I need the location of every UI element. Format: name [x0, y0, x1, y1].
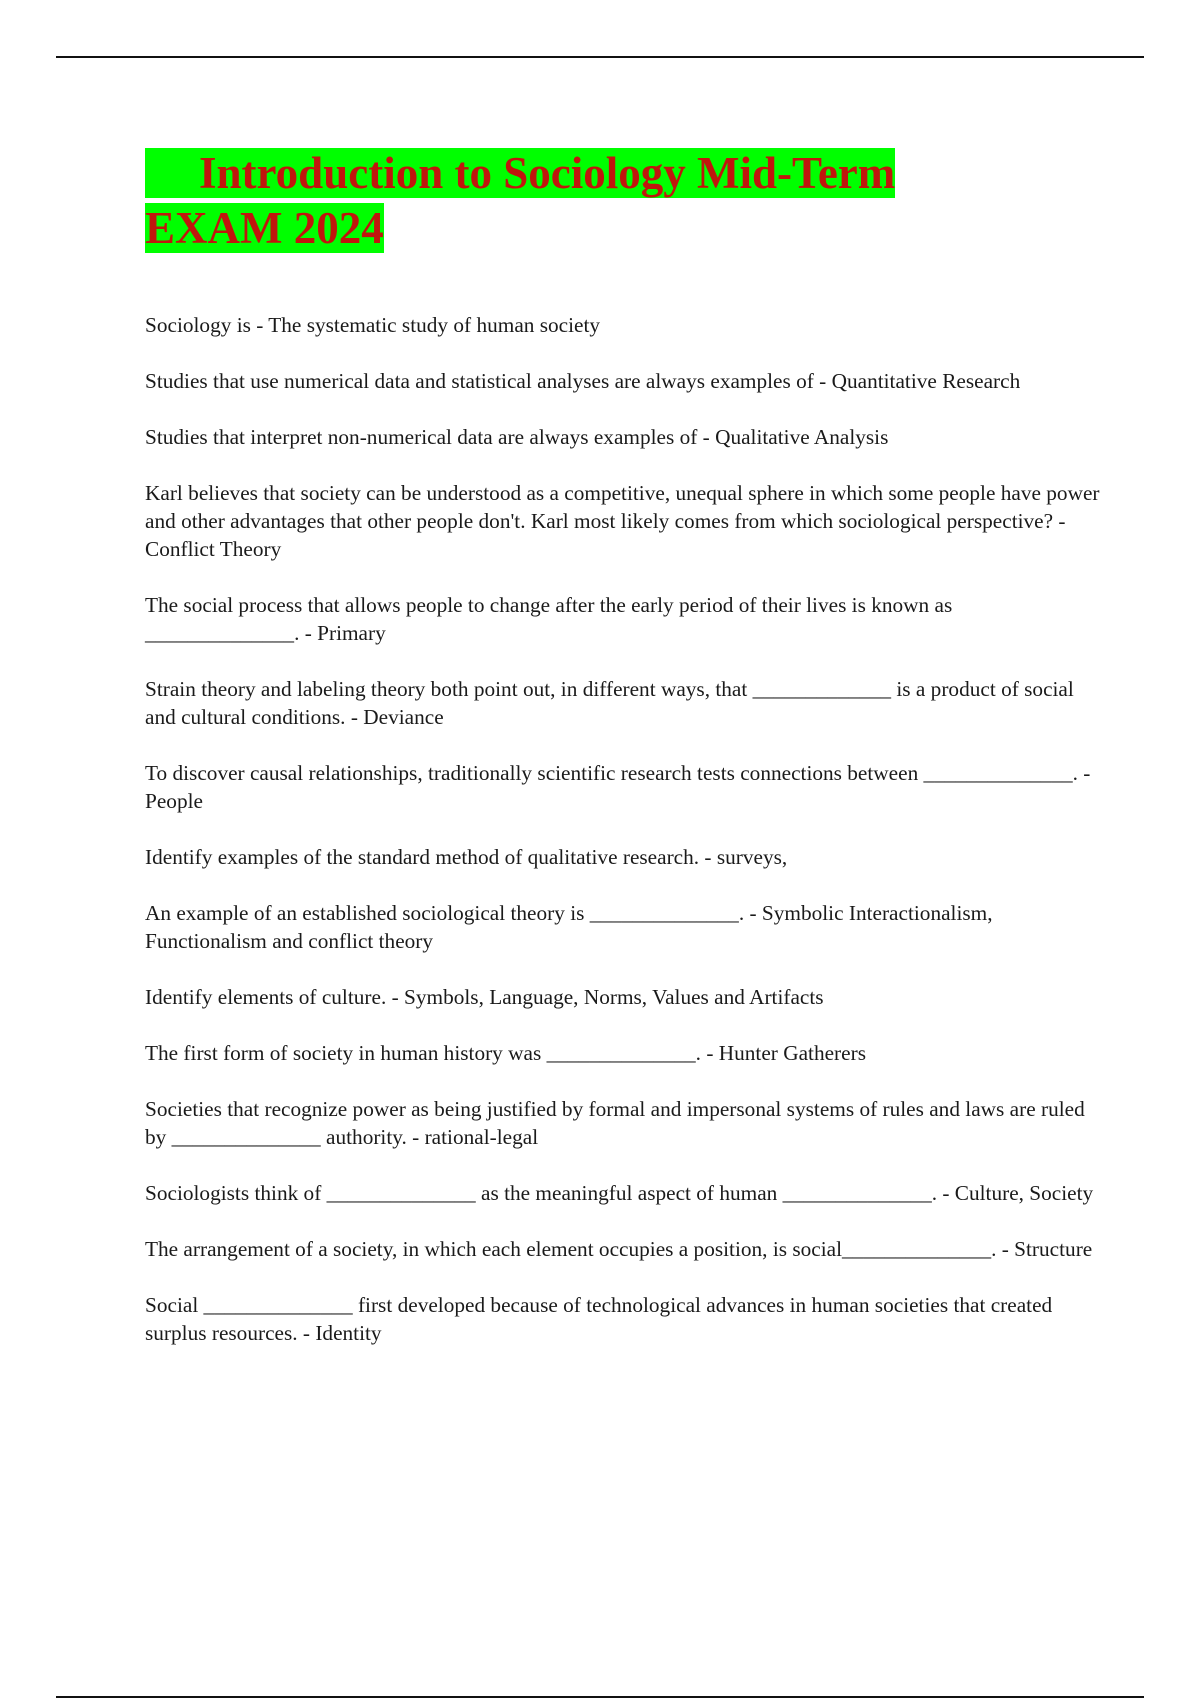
question-answer-item-15: Social ______________ first developed because of technological advances in human societies that created surplus resources. - Identity — [145, 1293, 1058, 1345]
question-answer-item-6: Strain theory and labeling theory both point out, in different ways, that _____________ is a product of social and cultural conditions. - Deviance — [145, 677, 1080, 729]
question-answer-item-9: An example of an established sociological theory is ______________. - Symbolic Interactionalism, Functionalism and conflict theory — [145, 901, 998, 953]
question-answer-item-12: Societies that recognize power as being justified by formal and impersonal systems of rules and laws are ruled by ______________ authority. - rational-legal — [145, 1097, 1091, 1149]
question-answer-item-1: Sociology is - The systematic study of human society — [145, 313, 601, 337]
question-answer-item-13: Sociologists think of ______________ as the meaningful aspect of human ______________. - Culture, Society — [145, 1181, 1094, 1205]
question-answer-item-10: Identify elements of culture. - Symbols, Language, Norms, Values and Artifacts — [145, 985, 824, 1009]
title-line-1: Introduction to Sociology Mid-Term — [145, 148, 895, 198]
title-line-2: EXAM 2024 — [145, 203, 384, 253]
question-answer-item-4: Karl believes that society can be understood as a competitive, unequal sphere in which some people have power and other advantages that other people don't. Karl most likely comes from which sociological perspective? - Conflict Theory — [145, 481, 1105, 561]
question-answer-item-14: The arrangement of a society, in which each element occupies a position, is social______________. - Structure — [145, 1237, 1093, 1261]
question-answer-item-5: The social process that allows people to change after the early period of their lives is known as ______________. - Primary — [145, 593, 958, 645]
question-answer-item-7: To discover causal relationships, traditionally scientific research tests connections between ______________. - People — [145, 761, 1096, 813]
question-answer-item-8: Identify examples of the standard method of qualitative research. - surveys, — [145, 845, 788, 869]
question-answer-item-3: Studies that interpret non-numerical data are always examples of - Qualitative Analysis — [145, 425, 889, 449]
question-answer-item-2: Studies that use numerical data and statistical analyses are always examples of - Quantitative Research — [145, 369, 1021, 393]
question-answer-item-11: The first form of society in human history was ______________. - Hunter Gatherers — [145, 1041, 866, 1065]
bottom-rule — [56, 1696, 1144, 1698]
document-title — [145, 146, 965, 256]
question-answer-list — [145, 311, 1105, 1375]
top-rule — [56, 56, 1144, 58]
